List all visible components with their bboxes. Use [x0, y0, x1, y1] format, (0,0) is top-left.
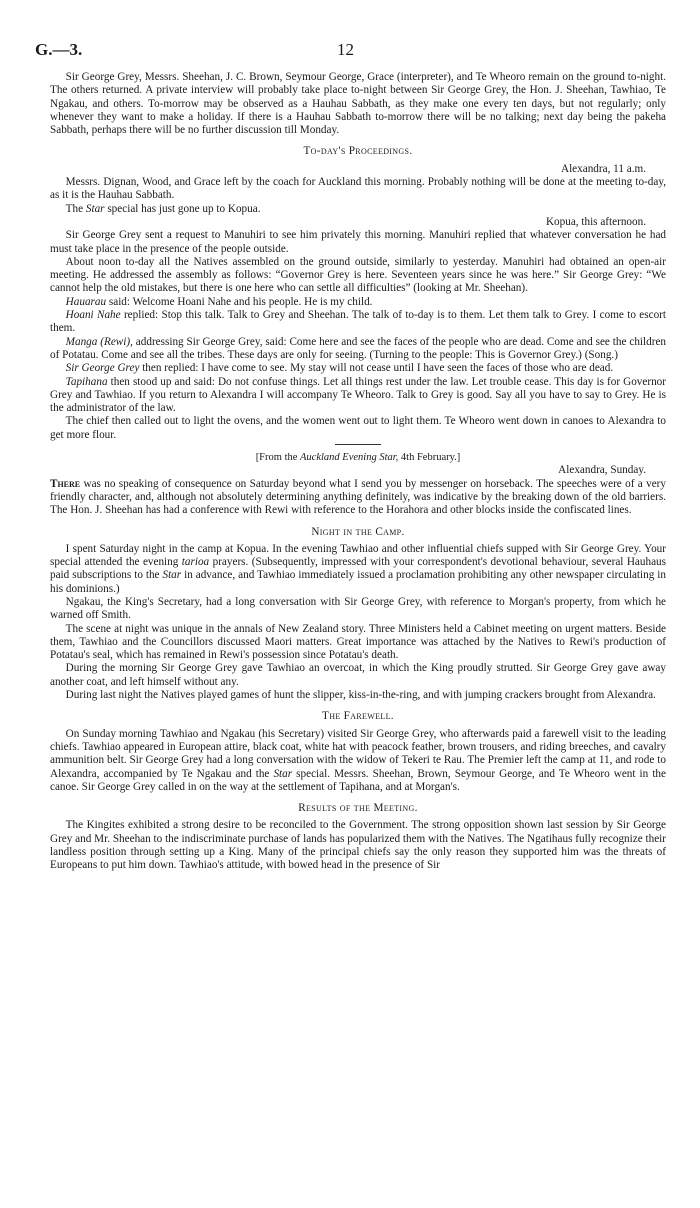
text-run: said: Welcome Hoani Nahe and his people. He is my child.	[106, 295, 373, 308]
text-run: then replied: I have come to see. My stay will not cease until I have seen the faces of those who are dead.	[139, 362, 614, 375]
newspaper-name: Star	[162, 569, 182, 582]
page-number: 12	[337, 40, 354, 59]
text-run: then stood up and said: Do not confuse things. Let all things rest under the law. Let trouble cease. This day is for Governor Grey and Tawhiao. If you return to Alexandra I will accompany Te Wheoro. Talk to Grey is good. Say all you have to say to Grey. He is the administrator of the law.	[50, 375, 666, 415]
text-run: [From the	[255, 452, 301, 464]
text-run: addressing Sir George Grey, said: Come here and see the faces of the people who are dead. Come and see the children of Potatau. Come and see all the tribes. These days are only for seeing. (Turning to the people: This is Governor Grey.) (Song.)	[50, 335, 667, 361]
section-heading-results: Results of the Meeting.	[298, 802, 418, 815]
document-reference: G.—3.	[35, 40, 83, 59]
paragraph	[50, 336, 666, 363]
paragraph: Sir George Grey, Messrs. Sheehan, J. C. Brown, Seymour George, Grace (interpreter), and Te Wheoro remain on the ground to-night. The others returned. A private interview will probably take place to-night between Sir George Grey, the Hon. J. Sheehan, Tawhiao, Te Ngakau, and others. To-morrow may be observed as a Hauhau Sabbath, as they make one every ten days, but not regularly; only whenever they want to make a holiday. If there is a Hauhau Sabbath to-morrow there will be no talking; next day being the pakeha Sabbath, perhaps there will be no further discussion till Monday.	[50, 71, 666, 137]
text-run: was no speaking of consequence on Saturday beyond what I send you by messenger on horseback. The speeches were of a very friendly character, and, although not absolutely determining anything definitely, was indicative by the breaking down of the old barriers. The Hon. J. Sheehan has had a conference with Rewi with reference to the Horahora and other blocks inside the confiscated lines.	[50, 477, 666, 517]
paragraph	[50, 376, 666, 416]
section-heading-todays-proceedings: To-day's Proceedings.	[303, 145, 413, 158]
paragraph: Messrs. Dignan, Wood, and Grace left by the coach for Auckland this morning. Probably nothing will be done at the meeting to-day, as it is the Hauhau Sabbath.	[50, 176, 666, 202]
article-body	[50, 71, 666, 873]
paragraph: Sir George Grey sent a request to Manuhiri to see him privately this morning. Manuhiri replied that whatever conversation he had must take place in the presence of the people outside.	[50, 229, 666, 255]
newspaper-name: Auckland Evening Star,	[300, 452, 399, 464]
text-run: prayers. (Subsequently, impressed with your correspondent's devotional behaviour, several Hauhaus paid subscriptions to the	[50, 556, 666, 582]
paragraph	[50, 478, 666, 518]
speaker-name: Hoani Nahe	[65, 309, 121, 322]
italic-term: tarioa	[181, 556, 210, 569]
paragraph: The chief then called out to light the ovens, and the women went out to light them. Te Wheoro went down in canoes to Alexandra to get more flour.	[50, 415, 666, 441]
paragraph: The scene at night was unique in the annals of New Zealand story. Three Ministers held a Cabinet meeting on urgent matters. Beside them, Tawhiao and the Councillors discussed Maori matters. Great importance was attached by the Natives to Rewi's production of Potatau's seal, which has remained in Rewi's possession since Potatau's death.	[50, 622, 666, 662]
paragraph: Ngakau, the King's Secretary, had a long conversation with Sir George Grey, with reference to Morgan's property, from which he warned off Smith.	[50, 595, 666, 622]
paragraph	[50, 296, 666, 309]
speaker-name: Sir George Grey	[65, 362, 140, 375]
paragraph: During the morning Sir George Grey gave Tawhiao an overcoat, in which the King proudly strutted. Sir George Grey gave away another coat, and left himself without any.	[50, 662, 666, 688]
text-run: The	[65, 202, 86, 215]
paragraph: About noon to-day all the Natives assembled on the ground outside, similarly to yesterday. Manuhiri had obtained an open-air meeting. He addressed the assembly as follows: “Governor Grey is here. Seventeen years since he was here.” Sir George Grey: “We cannot help the old mistakes, but there is one here who can settle all difficulties” (looking at Mr. Sheehan).	[50, 255, 666, 295]
paragraph	[50, 203, 666, 216]
section-heading-farewell: The Farewell.	[322, 710, 394, 723]
text-run: special has just gone up to Kopua.	[104, 202, 261, 215]
speaker-name: Manga (Rewi),	[65, 335, 133, 348]
dateline: Kopua, this afternoon.	[545, 215, 646, 228]
text-run: On Sunday morning Tawhiao and Ngakau (his Secretary) visited Sir George Grey, who afterwards paid a farewell visit to the leading chiefs. Tawhiao appeared in European attire, black coat, white hat with peacock feather, brown trousers, and riding breeches, and cavalry ammunition belt. Sir George Grey had a long conversation with the widow of Tekeri te Rau. The Premier left the camp at 11, and rode to Alexandra, accompanied by Te Ngakau and the	[50, 727, 666, 780]
section-divider	[335, 444, 381, 445]
paragraph: The Kingites exhibited a strong desire to be reconciled to the Government. The strong opposition shown last session by Sir George Grey and Mr. Sheehan to the indiscriminate purchase of lands has popularized them with the Natives. The Ngatihaus fully recognize their landless position through setting up a King. Many of the principal chiefs say the only reason they supported him was the threats of Europeans to put him down. Tawhiao's attitude, with bowed head in the presence of Sir	[50, 819, 666, 872]
paragraph: During last night the Natives played games of hunt the slipper, kiss-in-the-ring, and with jumping crackers brought from Alexandra.	[65, 689, 656, 702]
newspaper-name: Star	[273, 767, 293, 780]
page-header	[0, 40, 700, 62]
source-citation	[50, 451, 666, 464]
paragraph	[50, 728, 666, 794]
text-run: replied: Stop this talk. Talk to Grey and Sheehan. The talk of to-day is to them. Let them talk to Grey. I come to escort them.	[50, 309, 666, 335]
paragraph	[50, 362, 666, 375]
text-run: 4th February.]	[398, 452, 461, 464]
speaker-name: Hauarau	[65, 295, 107, 308]
text-run: in advance, and Tawhiao immediately issued a proclamation prohibiting any other newspaper circulating in his dominions.)	[50, 569, 666, 595]
paragraph	[50, 543, 666, 596]
text-run: special. Messrs. Sheehan, Brown, Seymour George, and Te Wheoro went in the canoe. Sir George Grey called in on the way at the settlement of Tapihana, and at Morgan's.	[50, 767, 666, 793]
dateline: Alexandra, 11 a.m.	[560, 162, 646, 175]
section-heading-night-in-camp: Night in the Camp.	[311, 525, 405, 538]
newspaper-name: Star	[85, 202, 105, 215]
speaker-name: Tapihana	[65, 375, 108, 388]
dateline: Alexandra, Sunday.	[558, 464, 646, 477]
paragraph	[50, 309, 666, 336]
text-run: I spent Saturday night in the camp at Kopua. In the evening Tawhiao and other influential chiefs supped with Sir George Grey. Your special attended the evening	[50, 542, 666, 569]
lead-word: There	[50, 477, 81, 490]
